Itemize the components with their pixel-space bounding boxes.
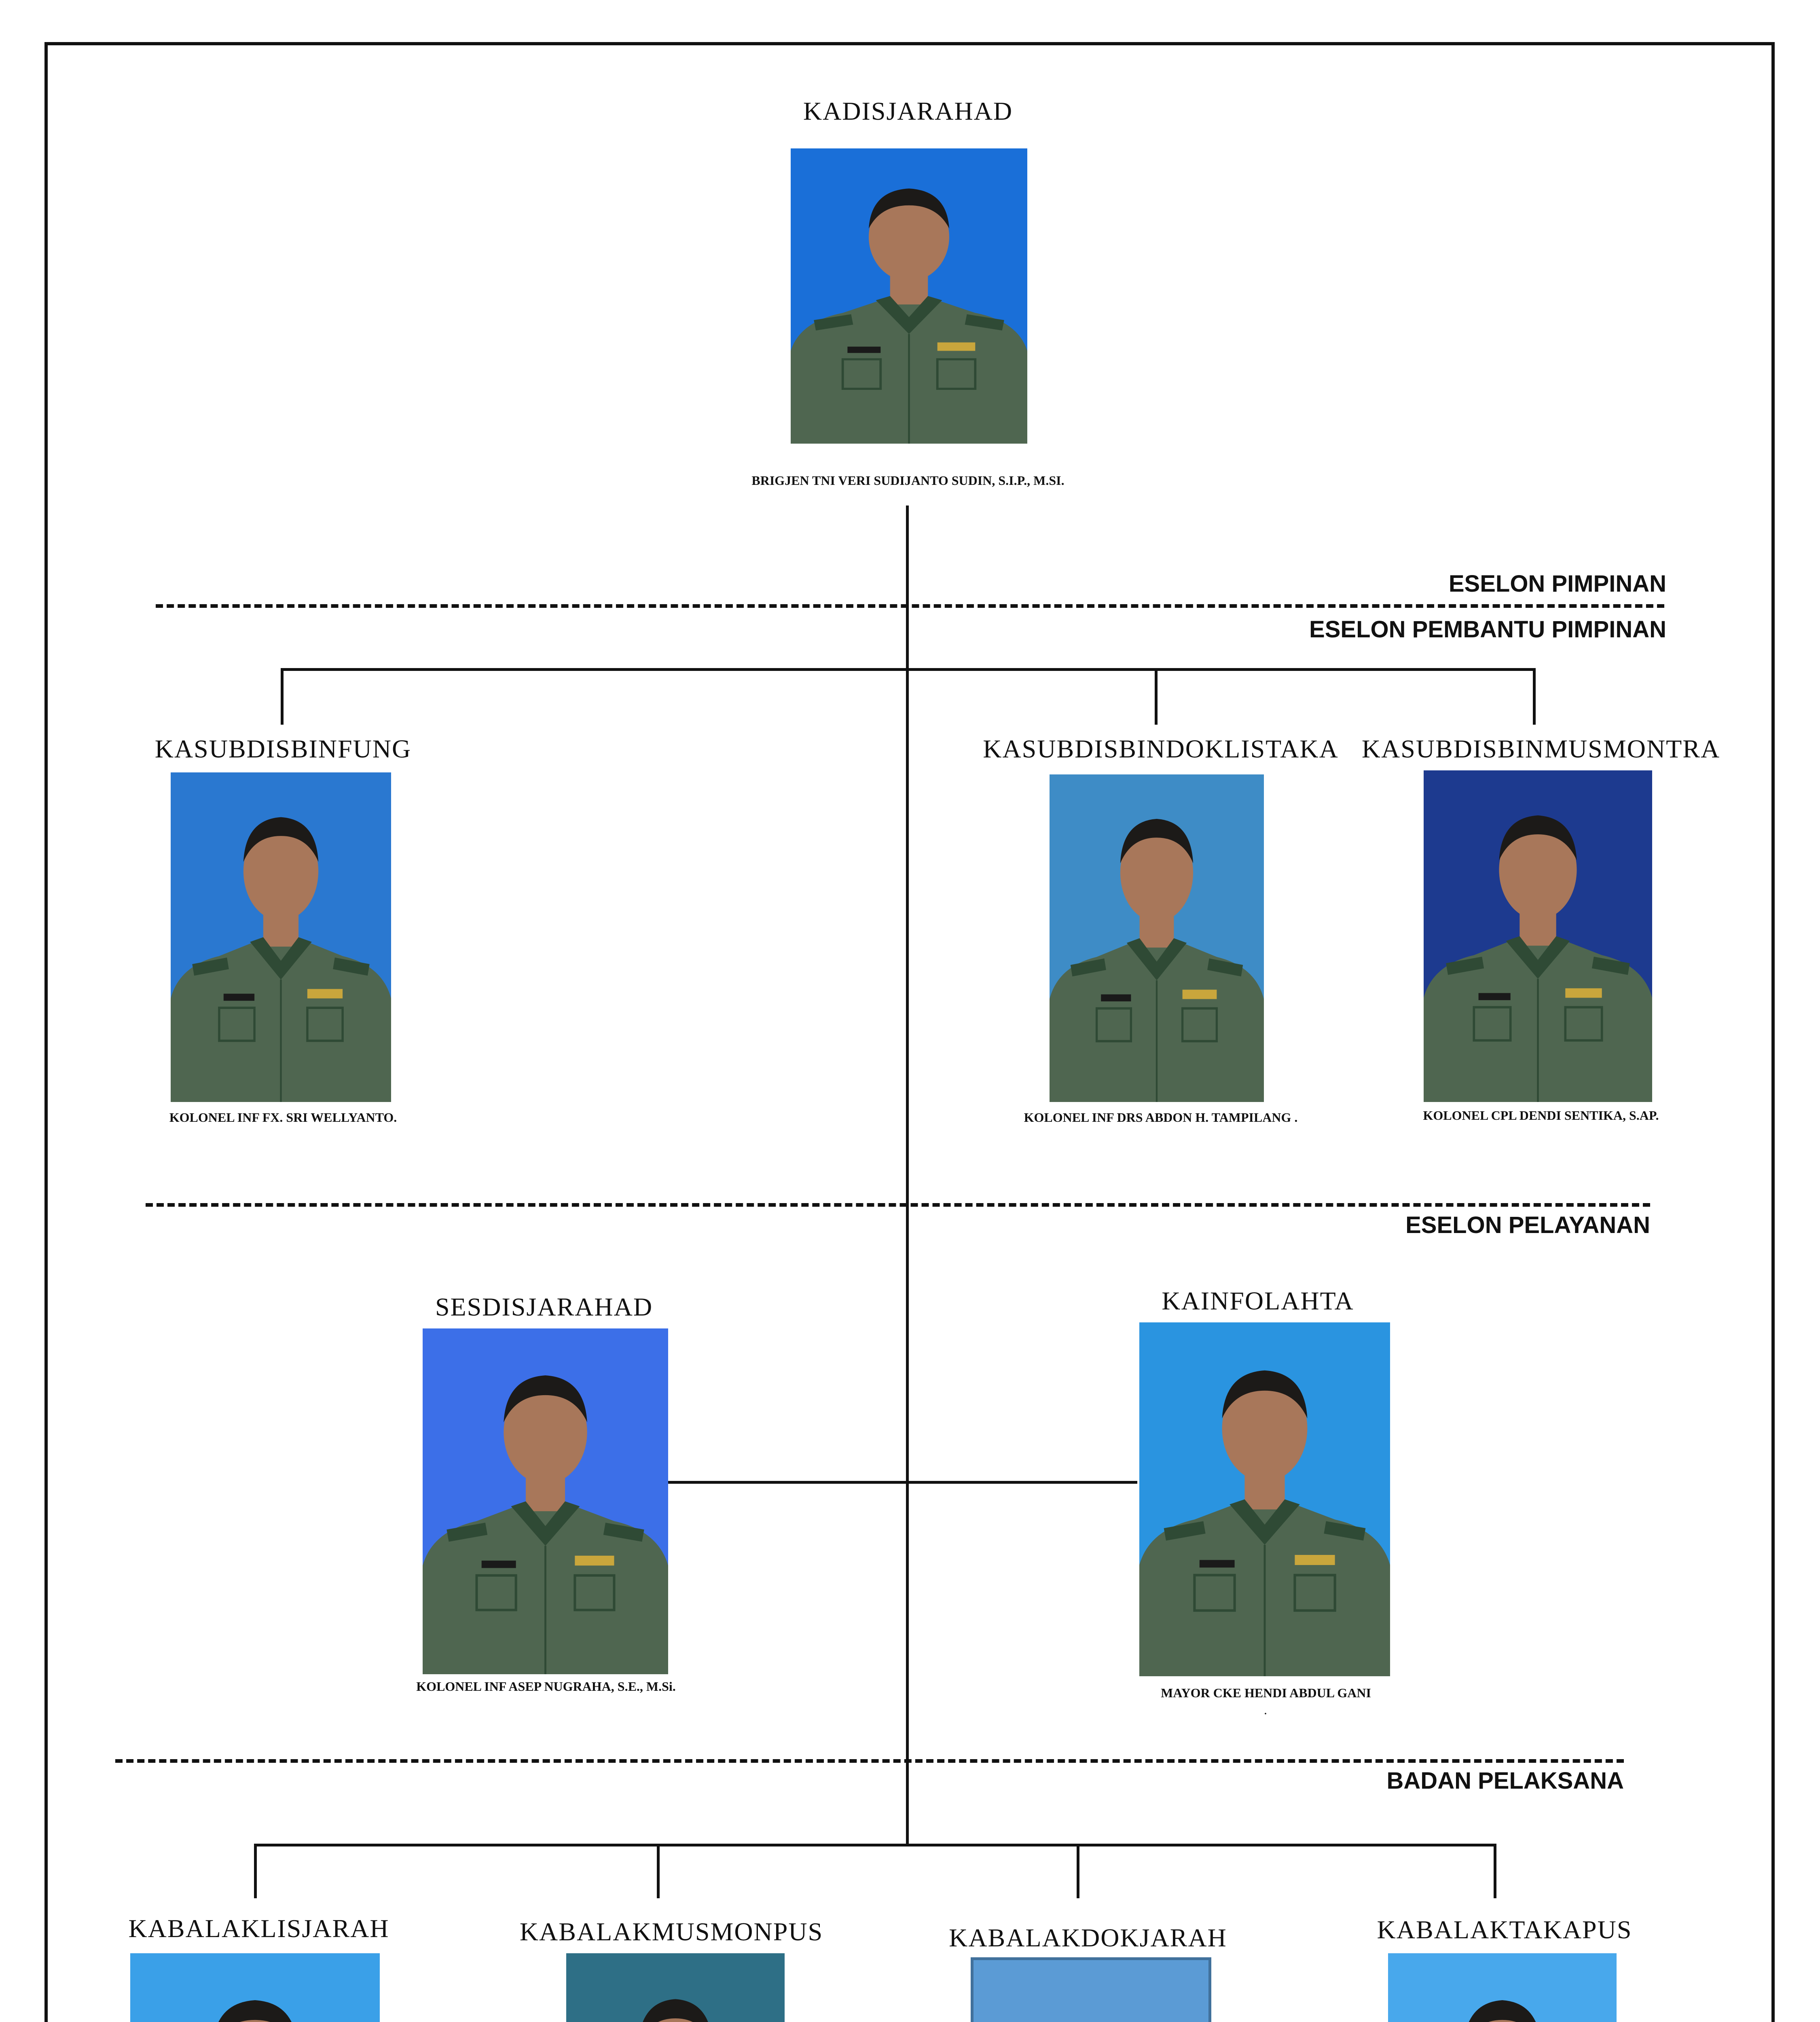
divider-pimpinan xyxy=(156,604,1664,608)
name-sesdisjarahad: KOLONEL INF ASEP NUGRAHA, S.E., M.Si. xyxy=(416,1679,676,1694)
main-trunk-line xyxy=(906,506,909,1846)
connector-kabalaktakapus xyxy=(1494,1844,1496,1898)
pelayanan-branch-line xyxy=(667,1481,1137,1484)
name-kasubdisbinmusmontra: KOLONEL CPL DENDI SENTIKA, S.AP. xyxy=(1423,1108,1659,1123)
label-eselon-pembantu-pimpinan: ESELON PEMBANTU PIMPINAN xyxy=(1309,616,1666,643)
title-kabalakdokjarah: KABALAKDOKJARAH xyxy=(949,1923,1227,1952)
title-kadisjarahad: KADISJARAHAD xyxy=(803,97,1013,125)
photo-kasubdisbindoklistaka xyxy=(1050,774,1264,1102)
pembantu-branch-line xyxy=(281,668,1536,671)
photo-kasubdisbinfung xyxy=(171,772,391,1102)
title-sesdisjarahad: SESDISJARAHAD xyxy=(435,1292,653,1321)
title-kasubdisbinmusmontra: KASUBDISBINMUSMONTRA xyxy=(1361,734,1721,763)
label-eselon-pimpinan: ESELON PIMPINAN xyxy=(1448,571,1666,597)
photo-sesdisjarahad xyxy=(423,1328,668,1674)
divider-pelayanan xyxy=(146,1203,1650,1207)
title-kasubdisbindoklistaka: KASUBDISBINDOKLISTAKA xyxy=(983,734,1339,763)
title-kainfolahta: KAINFOLAHTA xyxy=(1162,1286,1354,1315)
photo-kabalakmusmonpus xyxy=(566,1953,785,2022)
name-kadisjarahad: BRIGJEN TNI VERI SUDIJANTO SUDIN, S.I.P., M.SI. xyxy=(751,473,1064,488)
photo-kainfolahta xyxy=(1139,1322,1390,1676)
name-kasubdisbindoklistaka: KOLONEL INF DRS ABDON H. TAMPILANG . xyxy=(1024,1110,1298,1125)
title-kabalakmusmonpus: KABALAKMUSMONPUS xyxy=(519,1917,823,1946)
name-kainfolahta: MAYOR CKE HENDI ABDUL GANI xyxy=(1161,1686,1371,1700)
connector-kasubdisbinmusmontra xyxy=(1533,668,1536,725)
title-kabalaklisjarah: KABALAKLISJARAH xyxy=(128,1914,389,1943)
connector-kabalaklisjarah xyxy=(254,1844,257,1898)
label-badan-pelaksana: BADAN PELAKSANA xyxy=(1386,1768,1624,1794)
connector-kabalakdokjarah xyxy=(1077,1844,1079,1898)
divider-pelaksana xyxy=(115,1759,1624,1763)
photo-kabalaklisjarah xyxy=(130,1953,380,2022)
label-eselon-pelayanan: ESELON PELAYANAN xyxy=(1405,1212,1650,1238)
photo-kabalaktakapus xyxy=(1388,1953,1617,2022)
photo-placeholder-kabalakdokjarah xyxy=(971,1957,1211,2022)
pelaksana-branch-line xyxy=(254,1844,1496,1846)
photo-kasubdisbinmusmontra xyxy=(1424,770,1652,1102)
connector-kabalakmusmonpus xyxy=(657,1844,660,1898)
connector-kasubdisbindoklistaka xyxy=(1155,668,1158,725)
name-kainfolahta-line2: . xyxy=(1264,1703,1267,1717)
title-kasubdisbinfung: KASUBDISBINFUNG xyxy=(154,734,412,763)
name-kasubdisbinfung: KOLONEL INF FX. SRI WELLYANTO. xyxy=(169,1110,397,1125)
connector-kasubdisbinfung xyxy=(281,668,284,725)
photo-kadisjarahad xyxy=(791,148,1027,444)
title-kabalaktakapus: KABALAKTAKAPUS xyxy=(1377,1915,1632,1944)
